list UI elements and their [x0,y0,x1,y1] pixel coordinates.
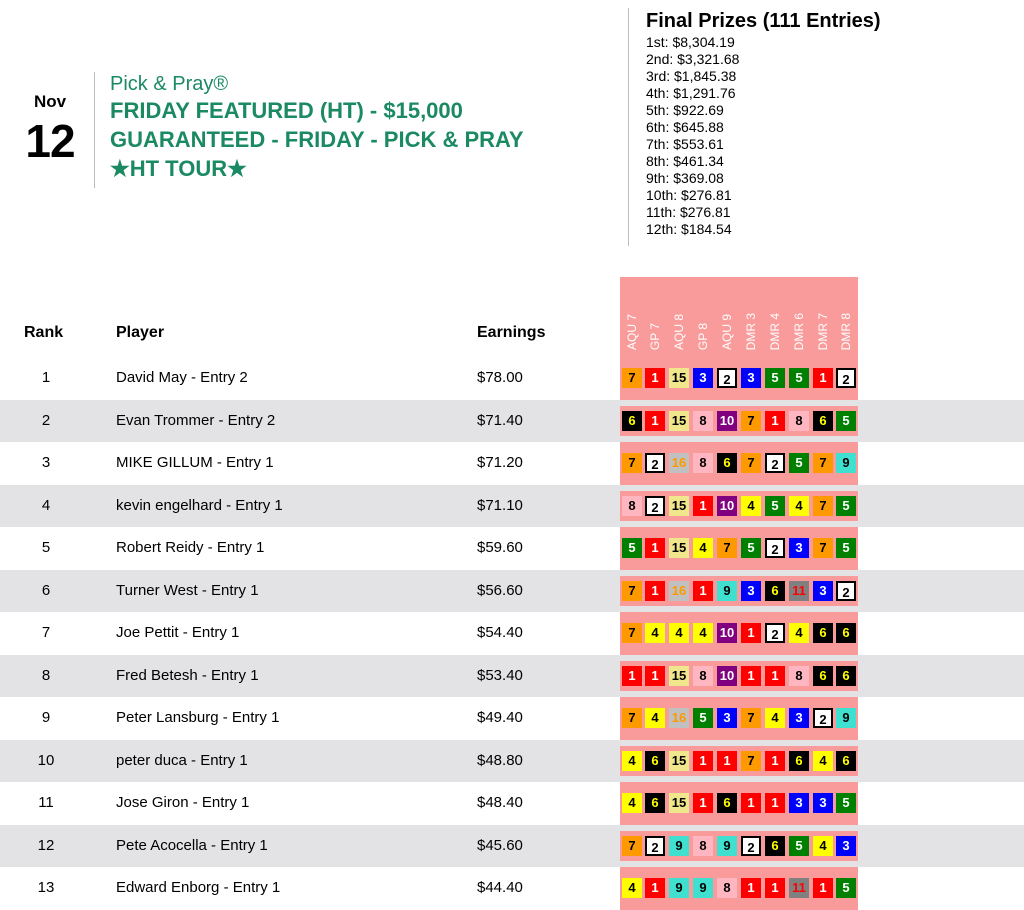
picks-strip [620,740,858,782]
saddle-cloth-pick: 6 [622,411,642,431]
saddle-cloth-pick: 4 [622,751,642,771]
saddle-cloth-pick: 4 [693,538,713,558]
earnings-cell: $71.40 [477,412,523,429]
saddle-cloth-pick: 7 [741,453,761,473]
saddle-cloth-pick: 2 [836,581,856,601]
date-month: Nov [33,92,67,111]
saddle-cloth-pick: 9 [693,878,713,898]
contest-title-line-2: GUARANTEED - FRIDAY - PICK & PRAY [110,127,524,152]
saddle-cloth-pick: 5 [836,496,856,516]
saddle-cloth-pick: 5 [765,496,785,516]
saddle-cloth-pick: 4 [693,623,713,643]
table-row[interactable] [0,400,1024,442]
earnings-cell: $48.40 [477,794,523,811]
saddle-cloth-pick: 5 [836,793,856,813]
race-header [834,280,858,350]
player-name: Robert Reidy - Entry 1 [116,539,265,556]
earnings-cell: $71.20 [477,454,523,471]
saddle-cloth-pick: 9 [717,581,737,601]
race-header [691,280,715,350]
rank-cell: 12 [37,837,55,854]
race-header-label: DMR 8 [839,312,853,350]
contest-title-line-3: ★HT TOUR★ [110,156,247,181]
picks-strip [620,825,858,867]
saddle-cloth-pick: 1 [765,666,785,686]
saddle-cloth-pick: 7 [622,581,642,601]
saddle-cloth-pick: 4 [645,623,665,643]
player-name: Peter Lansburg - Entry 1 [116,709,280,726]
saddle-cloth-pick: 5 [789,836,809,856]
saddle-cloth-pick: 1 [765,878,785,898]
prizes-heading: Final Prizes (111 Entries) [646,10,881,32]
table-row[interactable] [0,782,1024,824]
saddle-cloth-pick: 4 [622,878,642,898]
prize-line: 10th: $276.81 [646,187,732,203]
saddle-cloth-pick: 1 [741,623,761,643]
earnings-cell: $78.00 [477,369,523,386]
race-header-label: AQU 8 [672,313,686,350]
saddle-cloth-pick: 5 [622,538,642,558]
saddle-cloth-pick: 8 [622,496,642,516]
earnings-cell: $53.40 [477,667,523,684]
picks-strip [620,357,858,399]
saddle-cloth-pick: 15 [669,751,689,771]
prize-line: 7th: $553.61 [646,136,724,152]
earnings-cell: $48.80 [477,752,523,769]
player-name: kevin engelhard - Entry 1 [116,497,283,514]
saddle-cloth-pick: 15 [669,666,689,686]
saddle-cloth-pick: 9 [669,878,689,898]
rank-column-header: Rank [24,324,64,341]
race-header [787,280,811,350]
saddle-cloth-pick: 5 [789,368,809,388]
race-header [739,280,763,350]
saddle-cloth-pick: 10 [717,666,737,686]
saddle-cloth-pick: 6 [645,751,665,771]
saddle-cloth-pick: 1 [645,581,665,601]
player-name: David May - Entry 2 [116,369,248,386]
saddle-cloth-pick: 11 [789,878,809,898]
prize-line: 11th: $276.81 [646,204,731,220]
saddle-cloth-pick: 6 [813,623,833,643]
table-row[interactable] [0,612,1024,654]
earnings-cell: $45.60 [477,837,523,854]
saddle-cloth-pick: 1 [693,496,713,516]
prize-line: 6th: $645.88 [646,119,724,135]
prize-line: 1st: $8,304.19 [646,34,735,50]
saddle-cloth-pick: 10 [717,496,737,516]
saddle-cloth-pick: 1 [622,666,642,686]
picks-strip [620,655,858,697]
earnings-column-header: Earnings [477,324,546,341]
earnings-cell: $59.60 [477,539,523,556]
rank-cell: 8 [41,667,51,684]
saddle-cloth-pick: 2 [813,708,833,728]
saddle-cloth-pick: 15 [669,496,689,516]
contest-title-line-1: FRIDAY FEATURED (HT) - $15,000 [110,98,463,123]
table-row[interactable] [0,867,1024,909]
saddle-cloth-pick: 8 [693,666,713,686]
saddle-cloth-pick: 1 [717,751,737,771]
saddle-cloth-pick: 10 [717,411,737,431]
header-divider-left [94,72,95,188]
race-header-label: DMR 3 [744,312,758,350]
earnings-cell: $44.40 [477,879,523,896]
rank-cell: 10 [37,752,55,769]
player-name: Edward Enborg - Entry 1 [116,879,281,896]
saddle-cloth-pick: 2 [717,368,737,388]
race-header [667,280,691,350]
race-header-label: DMR 4 [768,312,782,350]
rank-cell: 1 [41,369,51,386]
race-header [763,280,787,350]
picks-strip [620,867,858,909]
earnings-cell: $49.40 [477,709,523,726]
saddle-cloth-pick: 9 [836,708,856,728]
player-name: Pete Acocella - Entry 1 [116,837,268,854]
race-header-label: AQU 9 [720,313,734,350]
saddle-cloth-pick: 4 [789,496,809,516]
saddle-cloth-pick: 6 [645,793,665,813]
player-name: MIKE GILLUM - Entry 1 [116,454,274,471]
player-name: Fred Betesh - Entry 1 [116,667,259,684]
picks-strip [620,697,858,739]
saddle-cloth-pick: 8 [693,453,713,473]
rank-cell: 6 [41,582,51,599]
player-name: Evan Trommer - Entry 2 [116,412,276,429]
saddle-cloth-pick: 5 [836,878,856,898]
date-day: 12 [25,115,75,167]
picks-strip [620,612,858,654]
picks-strip [620,570,858,612]
picks-strip [620,400,858,442]
table-row[interactable] [0,442,1024,484]
saddle-cloth-pick: 4 [813,836,833,856]
race-header [715,280,739,350]
prize-line: 5th: $922.69 [646,102,724,118]
rank-cell: 11 [38,794,54,811]
saddle-cloth-pick: 6 [813,411,833,431]
saddle-cloth-pick: 2 [765,538,785,558]
saddle-cloth-pick: 3 [741,581,761,601]
saddle-cloth-pick: 2 [645,836,665,856]
saddle-cloth-pick: 3 [789,708,809,728]
saddle-cloth-pick: 6 [717,453,737,473]
saddle-cloth-pick: 5 [836,411,856,431]
saddle-cloth-pick: 3 [813,793,833,813]
saddle-cloth-pick: 6 [765,581,785,601]
saddle-cloth-pick: 7 [622,368,642,388]
saddle-cloth-pick: 4 [622,793,642,813]
earnings-cell: $54.40 [477,624,523,641]
player-name: Jose Giron - Entry 1 [116,794,250,811]
saddle-cloth-pick: 3 [741,368,761,388]
race-header-label: DMR 6 [792,312,806,350]
saddle-cloth-pick: 7 [622,623,642,643]
saddle-cloth-pick: 3 [789,538,809,558]
contest-brand: Pick & Pray® [110,73,229,95]
saddle-cloth-pick: 2 [836,368,856,388]
table-row[interactable] [0,740,1024,782]
saddle-cloth-pick: 1 [741,878,761,898]
saddle-cloth-pick: 2 [765,453,785,473]
table-row[interactable] [0,357,1024,399]
race-header-label: GP 8 [696,322,710,350]
rank-cell: 2 [41,412,51,429]
saddle-cloth-pick: 15 [669,411,689,431]
saddle-cloth-pick: 8 [693,836,713,856]
saddle-cloth-pick: 11 [789,581,809,601]
rank-cell: 5 [41,539,51,556]
player-name: Joe Pettit - Entry 1 [116,624,240,641]
saddle-cloth-pick: 7 [741,411,761,431]
player-name: peter duca - Entry 1 [116,752,248,769]
saddle-cloth-pick: 8 [693,411,713,431]
saddle-cloth-pick: 1 [693,751,713,771]
table-row[interactable] [0,697,1024,739]
saddle-cloth-pick: 1 [741,793,761,813]
saddle-cloth-pick: 1 [645,538,665,558]
saddle-cloth-pick: 2 [645,453,665,473]
saddle-cloth-pick: 15 [669,793,689,813]
saddle-cloth-pick: 1 [693,793,713,813]
saddle-cloth-pick: 8 [717,878,737,898]
prize-line: 12th: $184.54 [646,221,732,237]
saddle-cloth-pick: 6 [836,751,856,771]
saddle-cloth-pick: 1 [765,793,785,813]
race-header-label: GP 7 [648,322,662,350]
saddle-cloth-pick: 9 [717,836,737,856]
saddle-cloth-pick: 1 [813,878,833,898]
saddle-cloth-pick: 7 [813,453,833,473]
saddle-cloth-pick: 6 [765,836,785,856]
saddle-cloth-pick: 15 [669,538,689,558]
saddle-cloth-pick: 15 [669,368,689,388]
saddle-cloth-pick: 6 [836,623,856,643]
saddle-cloth-pick: 1 [765,411,785,431]
rank-cell: 13 [37,879,55,896]
table-row[interactable] [0,485,1024,527]
saddle-cloth-pick: 4 [813,751,833,771]
saddle-cloth-pick: 9 [669,836,689,856]
saddle-cloth-pick: 16 [669,708,689,728]
saddle-cloth-pick: 16 [669,581,689,601]
race-header [643,280,667,350]
prize-line: 3rd: $1,845.38 [646,68,737,84]
saddle-cloth-pick: 1 [765,751,785,771]
prize-line: 9th: $369.08 [646,170,724,186]
picks-strip [620,485,858,527]
saddle-cloth-pick: 2 [645,496,665,516]
saddle-cloth-pick: 4 [765,708,785,728]
earnings-cell: $71.10 [477,497,523,514]
saddle-cloth-pick: 4 [645,708,665,728]
picks-strip [620,527,858,569]
earnings-cell: $56.60 [477,582,523,599]
saddle-cloth-pick: 7 [813,538,833,558]
saddle-cloth-pick: 8 [789,411,809,431]
saddle-cloth-pick: 3 [789,793,809,813]
prize-line: 2nd: $3,321.68 [646,51,740,67]
saddle-cloth-pick: 1 [813,368,833,388]
saddle-cloth-pick: 3 [717,708,737,728]
table-row[interactable] [0,655,1024,697]
saddle-cloth-pick: 7 [741,751,761,771]
prize-line: 8th: $461.34 [646,153,724,169]
table-row[interactable] [0,527,1024,569]
table-row[interactable] [0,570,1024,612]
saddle-cloth-pick: 5 [693,708,713,728]
final-prizes [646,8,881,238]
prize-list [646,34,881,238]
saddle-cloth-pick: 4 [789,623,809,643]
saddle-cloth-pick: 2 [765,623,785,643]
saddle-cloth-pick: 6 [836,666,856,686]
player-name: Turner West - Entry 1 [116,582,259,599]
saddle-cloth-pick: 5 [741,538,761,558]
race-header-label: DMR 7 [816,312,830,350]
saddle-cloth-pick: 1 [645,878,665,898]
saddle-cloth-pick: 16 [669,453,689,473]
saddle-cloth-pick: 6 [813,666,833,686]
saddle-cloth-pick: 1 [645,411,665,431]
saddle-cloth-pick: 9 [836,453,856,473]
prize-line: 4th: $1,291.76 [646,85,736,101]
saddle-cloth-pick: 1 [741,666,761,686]
contest-title [110,72,580,183]
saddle-cloth-pick: 6 [717,793,737,813]
saddle-cloth-pick: 1 [645,666,665,686]
saddle-cloth-pick: 7 [622,708,642,728]
saddle-cloth-pick: 3 [813,581,833,601]
race-header-label: AQU 7 [625,313,639,350]
race-header [811,280,835,350]
saddle-cloth-pick: 4 [669,623,689,643]
player-column-header: Player [116,324,165,341]
saddle-cloth-pick: 8 [789,666,809,686]
saddle-cloth-pick: 7 [741,708,761,728]
saddle-cloth-pick: 5 [836,538,856,558]
rank-cell: 7 [41,624,51,641]
saddle-cloth-pick: 10 [717,623,737,643]
rank-cell: 9 [41,709,51,726]
saddle-cloth-pick: 1 [693,581,713,601]
header-divider-right [628,8,629,246]
rank-cell: 4 [41,497,51,514]
saddle-cloth-pick: 7 [622,836,642,856]
table-row[interactable] [0,825,1024,867]
race-header [620,280,644,350]
saddle-cloth-pick: 7 [717,538,737,558]
rank-cell: 3 [41,454,51,471]
picks-strip [620,442,858,484]
saddle-cloth-pick: 3 [836,836,856,856]
picks-strip [620,782,858,824]
saddle-cloth-pick: 2 [741,836,761,856]
saddle-cloth-pick: 6 [789,751,809,771]
saddle-cloth-pick: 5 [765,368,785,388]
saddle-cloth-pick: 4 [741,496,761,516]
saddle-cloth-pick: 7 [622,453,642,473]
saddle-cloth-pick: 5 [789,453,809,473]
saddle-cloth-pick: 7 [813,496,833,516]
saddle-cloth-pick: 3 [693,368,713,388]
saddle-cloth-pick: 1 [645,368,665,388]
